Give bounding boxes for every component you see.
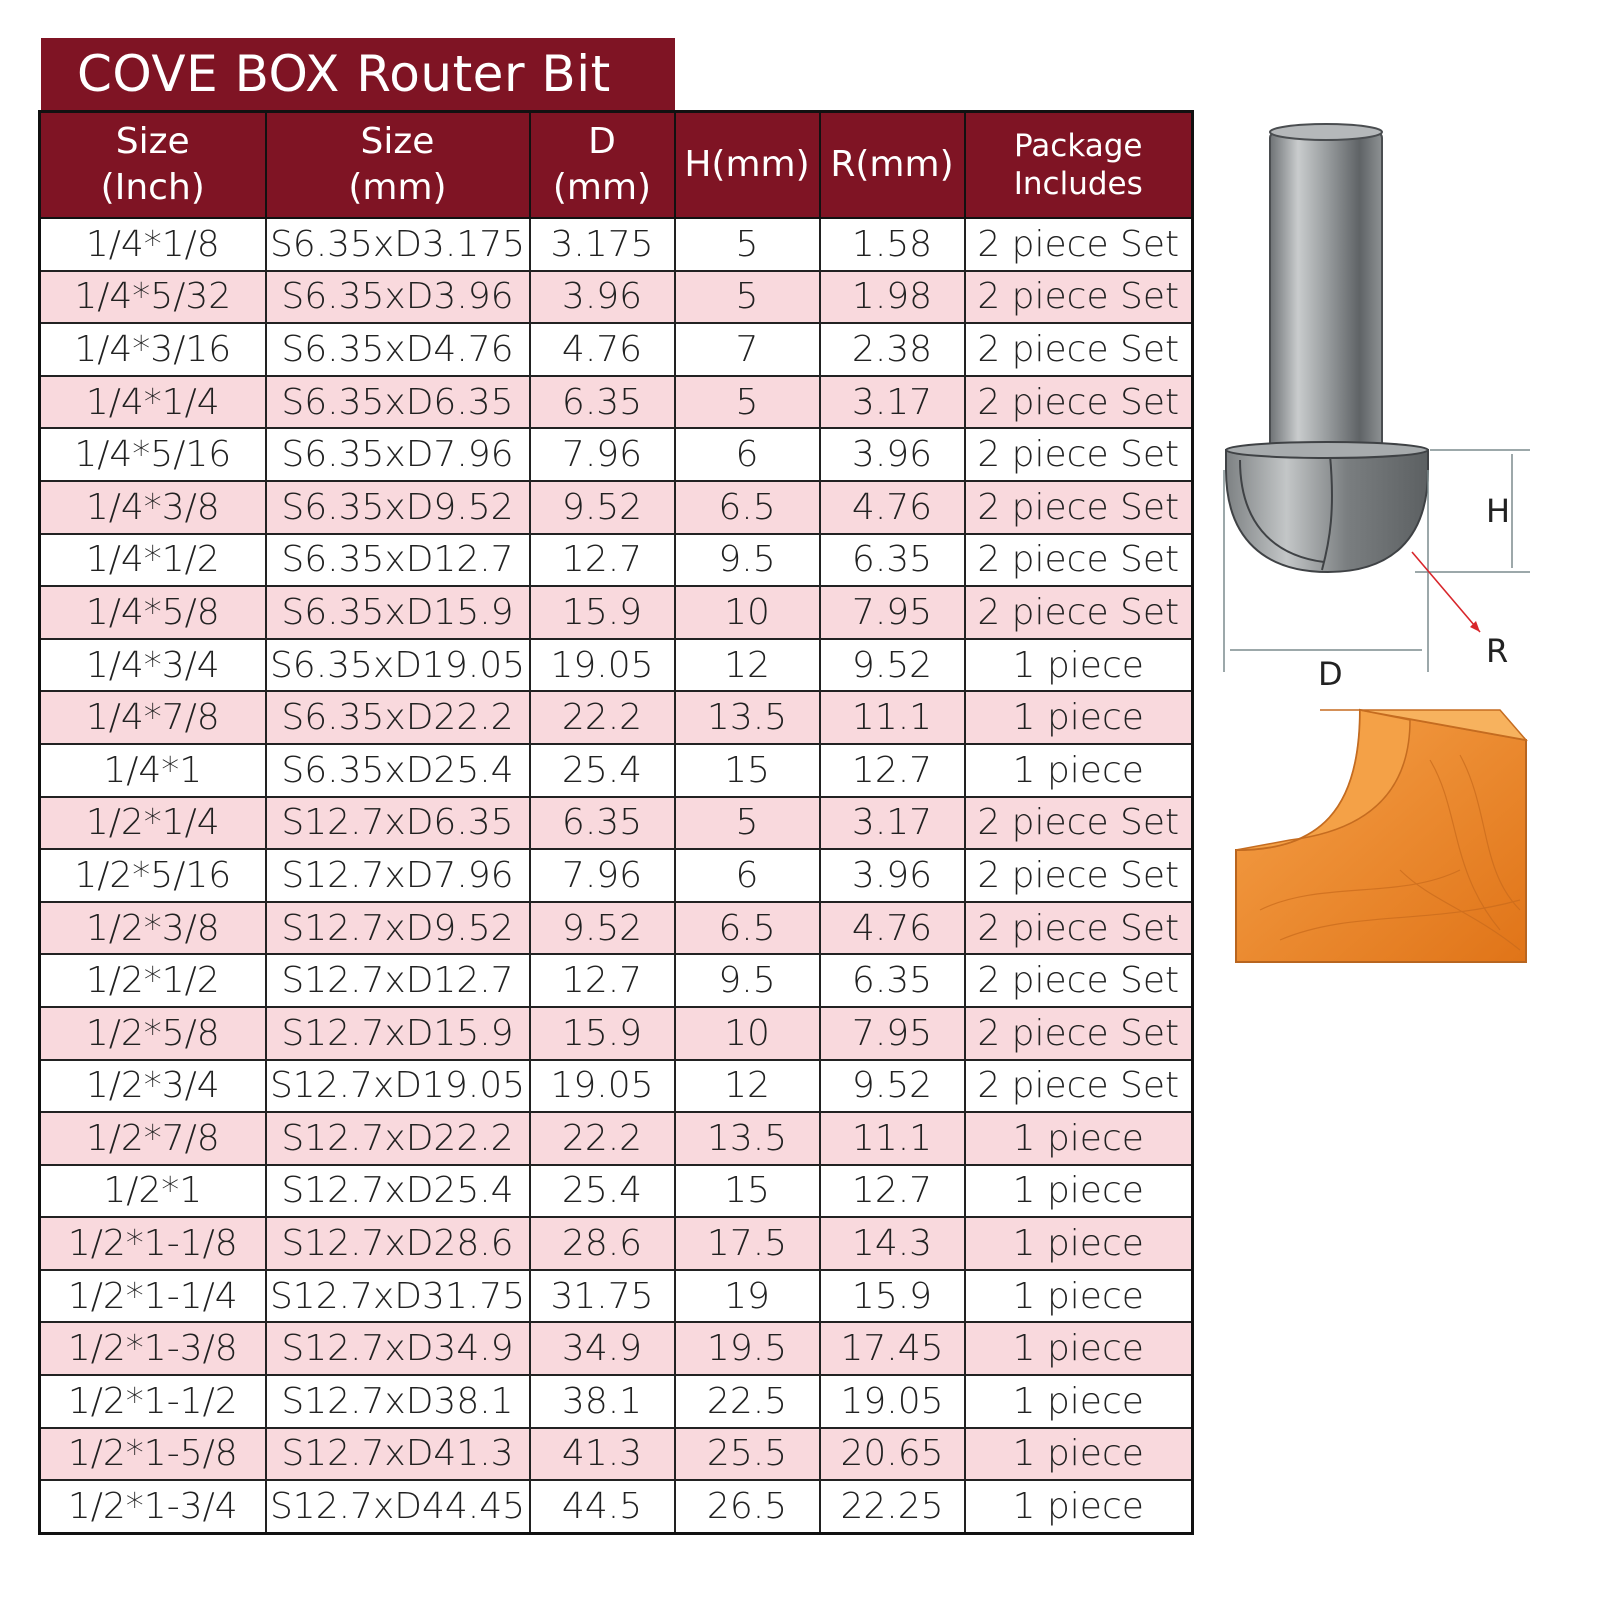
cell-size-inch: 1/4*3/8	[40, 481, 266, 534]
cell-size-mm: S12.7xD6.35	[266, 797, 530, 850]
cell-package: 2 piece Set	[965, 534, 1193, 587]
cell-size-inch: 1/4*5/32	[40, 271, 266, 324]
cell-size-inch: 1/2*1/2	[40, 954, 266, 1007]
cell-r-mm: 4.76	[820, 481, 965, 534]
cell-r-mm: 3.96	[820, 849, 965, 902]
cell-size-inch: 1/2*1-1/8	[40, 1217, 266, 1270]
cell-size-inch: 1/4*1/8	[40, 218, 266, 271]
cell-size-mm: S6.35xD22.2	[266, 691, 530, 744]
cell-d-mm: 34.9	[530, 1322, 675, 1375]
cell-d-mm: 12.7	[530, 534, 675, 587]
table-row	[40, 1165, 1193, 1218]
cell-h-mm: 12	[675, 639, 820, 692]
dimension-label-r: R	[1486, 632, 1509, 670]
cell-r-mm: 20.65	[820, 1428, 965, 1481]
cell-package: 2 piece Set	[965, 428, 1193, 481]
cell-size-mm: S12.7xD25.4	[266, 1165, 530, 1218]
table-row	[40, 218, 1193, 271]
table-row	[40, 902, 1193, 955]
cell-r-mm: 4.76	[820, 902, 965, 955]
cell-r-mm: 14.3	[820, 1217, 965, 1270]
cell-size-mm: S12.7xD31.75	[266, 1270, 530, 1323]
cell-size-inch: 1/4*3/4	[40, 639, 266, 692]
cell-d-mm: 9.52	[530, 481, 675, 534]
table-row	[40, 586, 1193, 639]
cell-size-inch: 1/2*1	[40, 1165, 266, 1218]
cell-package: 2 piece Set	[965, 218, 1193, 271]
cell-h-mm: 10	[675, 586, 820, 639]
cell-package: 2 piece Set	[965, 954, 1193, 1007]
dimension-label-h: H	[1486, 492, 1511, 530]
cell-package: 2 piece Set	[965, 849, 1193, 902]
cell-size-inch: 1/2*5/16	[40, 849, 266, 902]
table-header-row	[40, 112, 1193, 219]
cell-package: 2 piece Set	[965, 586, 1193, 639]
cell-h-mm: 5	[675, 271, 820, 324]
cell-package: 2 piece Set	[965, 271, 1193, 324]
cell-h-mm: 9.5	[675, 954, 820, 1007]
cell-r-mm: 7.95	[820, 586, 965, 639]
cell-d-mm: 41.3	[530, 1428, 675, 1481]
cell-d-mm: 7.96	[530, 428, 675, 481]
table-row	[40, 1480, 1193, 1533]
table-row	[40, 1112, 1193, 1165]
cell-d-mm: 3.96	[530, 271, 675, 324]
cell-h-mm: 13.5	[675, 1112, 820, 1165]
cell-h-mm: 15	[675, 744, 820, 797]
cell-size-inch: 1/2*7/8	[40, 1112, 266, 1165]
table-row	[40, 691, 1193, 744]
table-row	[40, 1428, 1193, 1481]
cell-size-inch: 1/4*1/4	[40, 376, 266, 429]
wood-profile-shape	[1236, 710, 1526, 962]
table-row	[40, 271, 1193, 324]
cell-size-mm: S6.35xD9.52	[266, 481, 530, 534]
cell-size-mm: S12.7xD44.45	[266, 1480, 530, 1533]
cell-size-inch: 1/2*1-3/8	[40, 1322, 266, 1375]
cell-d-mm: 22.2	[530, 691, 675, 744]
cell-size-inch: 1/4*3/16	[40, 323, 266, 376]
cell-package: 2 piece Set	[965, 481, 1193, 534]
cell-size-mm: S12.7xD28.6	[266, 1217, 530, 1270]
cell-d-mm: 19.05	[530, 1060, 675, 1113]
cutter-head-shape	[1226, 442, 1428, 572]
header-label: D (mm)	[552, 121, 652, 208]
spec-table	[38, 110, 1194, 1535]
table-row	[40, 1322, 1193, 1375]
table-row	[40, 481, 1193, 534]
cell-size-mm: S12.7xD9.52	[266, 902, 530, 955]
cell-size-mm: S6.35xD15.9	[266, 586, 530, 639]
cell-r-mm: 7.95	[820, 1007, 965, 1060]
cell-size-inch: 1/2*1-3/4	[40, 1480, 266, 1533]
dimension-label-d: D	[1318, 655, 1343, 693]
cell-package: 1 piece	[965, 1112, 1193, 1165]
cell-r-mm: 9.52	[820, 639, 965, 692]
header-label: R(mm)	[830, 144, 954, 185]
cell-h-mm: 5	[675, 797, 820, 850]
cell-size-mm: S6.35xD6.35	[266, 376, 530, 429]
cell-size-mm: S12.7xD22.2	[266, 1112, 530, 1165]
cell-r-mm: 1.98	[820, 271, 965, 324]
cell-package: 2 piece Set	[965, 797, 1193, 850]
shank-shape	[1270, 124, 1382, 462]
cell-h-mm: 5	[675, 376, 820, 429]
cell-size-mm: S12.7xD12.7	[266, 954, 530, 1007]
cell-package: 1 piece	[965, 1217, 1193, 1270]
cell-size-inch: 1/4*7/8	[40, 691, 266, 744]
cell-package: 2 piece Set	[965, 376, 1193, 429]
header-size-inch	[40, 112, 266, 219]
table-body	[40, 218, 1193, 1533]
cell-package: 1 piece	[965, 691, 1193, 744]
cell-size-mm: S6.35xD3.175	[266, 218, 530, 271]
cell-r-mm: 12.7	[820, 744, 965, 797]
cell-d-mm: 9.52	[530, 902, 675, 955]
cell-h-mm: 7	[675, 323, 820, 376]
cell-r-mm: 19.05	[820, 1375, 965, 1428]
cell-size-inch: 1/4*1/2	[40, 534, 266, 587]
page-title: COVE BOX Router Bit	[41, 38, 675, 110]
cell-h-mm: 9.5	[675, 534, 820, 587]
router-bit-diagram	[1200, 110, 1540, 990]
table-row	[40, 534, 1193, 587]
cell-r-mm: 11.1	[820, 691, 965, 744]
cell-r-mm: 9.52	[820, 1060, 965, 1113]
cell-d-mm: 25.4	[530, 744, 675, 797]
cell-size-mm: S12.7xD41.3	[266, 1428, 530, 1481]
cell-r-mm: 3.17	[820, 797, 965, 850]
cell-h-mm: 6.5	[675, 481, 820, 534]
header-h-mm	[675, 112, 820, 219]
cell-size-inch: 1/4*5/8	[40, 586, 266, 639]
cell-package: 1 piece	[965, 1322, 1193, 1375]
cell-h-mm: 17.5	[675, 1217, 820, 1270]
table-row	[40, 954, 1193, 1007]
cell-h-mm: 12	[675, 1060, 820, 1113]
cell-size-inch: 1/4*1	[40, 744, 266, 797]
cell-package: 2 piece Set	[965, 1007, 1193, 1060]
cell-r-mm: 22.25	[820, 1480, 965, 1533]
header-label: Size (Inch)	[100, 121, 205, 208]
cell-package: 1 piece	[965, 1480, 1193, 1533]
table-row	[40, 1217, 1193, 1270]
cell-size-mm: S6.35xD7.96	[266, 428, 530, 481]
cell-d-mm: 12.7	[530, 954, 675, 1007]
cell-h-mm: 19.5	[675, 1322, 820, 1375]
cell-size-mm: S12.7xD34.9	[266, 1322, 530, 1375]
cell-package: 1 piece	[965, 639, 1193, 692]
header-r-mm	[820, 112, 965, 219]
cell-r-mm: 12.7	[820, 1165, 965, 1218]
cell-size-inch: 1/2*1-5/8	[40, 1428, 266, 1481]
cell-h-mm: 10	[675, 1007, 820, 1060]
table-row	[40, 1375, 1193, 1428]
cell-size-mm: S12.7xD38.1	[266, 1375, 530, 1428]
cell-size-inch: 1/2*3/8	[40, 902, 266, 955]
cell-d-mm: 6.35	[530, 797, 675, 850]
cell-package: 2 piece Set	[965, 902, 1193, 955]
cell-d-mm: 3.175	[530, 218, 675, 271]
cell-d-mm: 15.9	[530, 586, 675, 639]
cell-d-mm: 22.2	[530, 1112, 675, 1165]
header-package-includes	[965, 112, 1193, 219]
cell-size-inch: 1/2*1-1/4	[40, 1270, 266, 1323]
cell-r-mm: 3.17	[820, 376, 965, 429]
cell-h-mm: 19	[675, 1270, 820, 1323]
cell-package: 2 piece Set	[965, 1060, 1193, 1113]
cell-d-mm: 19.05	[530, 639, 675, 692]
table-row	[40, 428, 1193, 481]
table-row	[40, 744, 1193, 797]
cell-d-mm: 38.1	[530, 1375, 675, 1428]
cell-size-inch: 1/2*3/4	[40, 1060, 266, 1113]
cell-d-mm: 28.6	[530, 1217, 675, 1270]
cell-r-mm: 6.35	[820, 534, 965, 587]
cell-package: 2 piece Set	[965, 323, 1193, 376]
header-label: H(mm)	[684, 144, 810, 185]
cell-d-mm: 6.35	[530, 376, 675, 429]
cell-r-mm: 11.1	[820, 1112, 965, 1165]
cell-h-mm: 6	[675, 428, 820, 481]
cell-h-mm: 25.5	[675, 1428, 820, 1481]
table-row	[40, 323, 1193, 376]
cell-package: 1 piece	[965, 1375, 1193, 1428]
cell-size-mm: S12.7xD19.05	[266, 1060, 530, 1113]
cell-size-mm: S6.35xD3.96	[266, 271, 530, 324]
cell-size-mm: S6.35xD25.4	[266, 744, 530, 797]
cell-size-inch: 1/2*1-1/2	[40, 1375, 266, 1428]
table-row	[40, 639, 1193, 692]
cell-size-inch: 1/4*5/16	[40, 428, 266, 481]
cell-h-mm: 26.5	[675, 1480, 820, 1533]
cell-size-mm: S12.7xD15.9	[266, 1007, 530, 1060]
table-row	[40, 376, 1193, 429]
cell-d-mm: 44.5	[530, 1480, 675, 1533]
cell-d-mm: 25.4	[530, 1165, 675, 1218]
radius-arrow	[1412, 552, 1480, 632]
cell-r-mm: 3.96	[820, 428, 965, 481]
table-row	[40, 1060, 1193, 1113]
table-row	[40, 1007, 1193, 1060]
cell-r-mm: 2.38	[820, 323, 965, 376]
header-label: Size (mm)	[348, 121, 447, 208]
cell-size-mm: S12.7xD7.96	[266, 849, 530, 902]
cell-r-mm: 17.45	[820, 1322, 965, 1375]
cell-size-inch: 1/2*1/4	[40, 797, 266, 850]
cell-h-mm: 22.5	[675, 1375, 820, 1428]
cell-r-mm: 6.35	[820, 954, 965, 1007]
cell-r-mm: 15.9	[820, 1270, 965, 1323]
cell-h-mm: 5	[675, 218, 820, 271]
header-label: Package Includes	[1013, 128, 1143, 202]
cell-h-mm: 6.5	[675, 902, 820, 955]
cell-package: 1 piece	[965, 1428, 1193, 1481]
cell-h-mm: 15	[675, 1165, 820, 1218]
cell-d-mm: 7.96	[530, 849, 675, 902]
cell-size-mm: S6.35xD12.7	[266, 534, 530, 587]
cell-size-mm: S6.35xD19.05	[266, 639, 530, 692]
cell-package: 1 piece	[965, 744, 1193, 797]
cell-d-mm: 4.76	[530, 323, 675, 376]
table-row	[40, 1270, 1193, 1323]
cell-d-mm: 31.75	[530, 1270, 675, 1323]
cell-h-mm: 13.5	[675, 691, 820, 744]
table-row	[40, 797, 1193, 850]
cell-size-mm: S6.35xD4.76	[266, 323, 530, 376]
header-d-mm	[530, 112, 675, 219]
header-size-mm	[266, 112, 530, 219]
cell-r-mm: 1.58	[820, 218, 965, 271]
cell-h-mm: 6	[675, 849, 820, 902]
cell-d-mm: 15.9	[530, 1007, 675, 1060]
table-row	[40, 849, 1193, 902]
cell-size-inch: 1/2*5/8	[40, 1007, 266, 1060]
cell-package: 1 piece	[965, 1165, 1193, 1218]
cell-package: 1 piece	[965, 1270, 1193, 1323]
